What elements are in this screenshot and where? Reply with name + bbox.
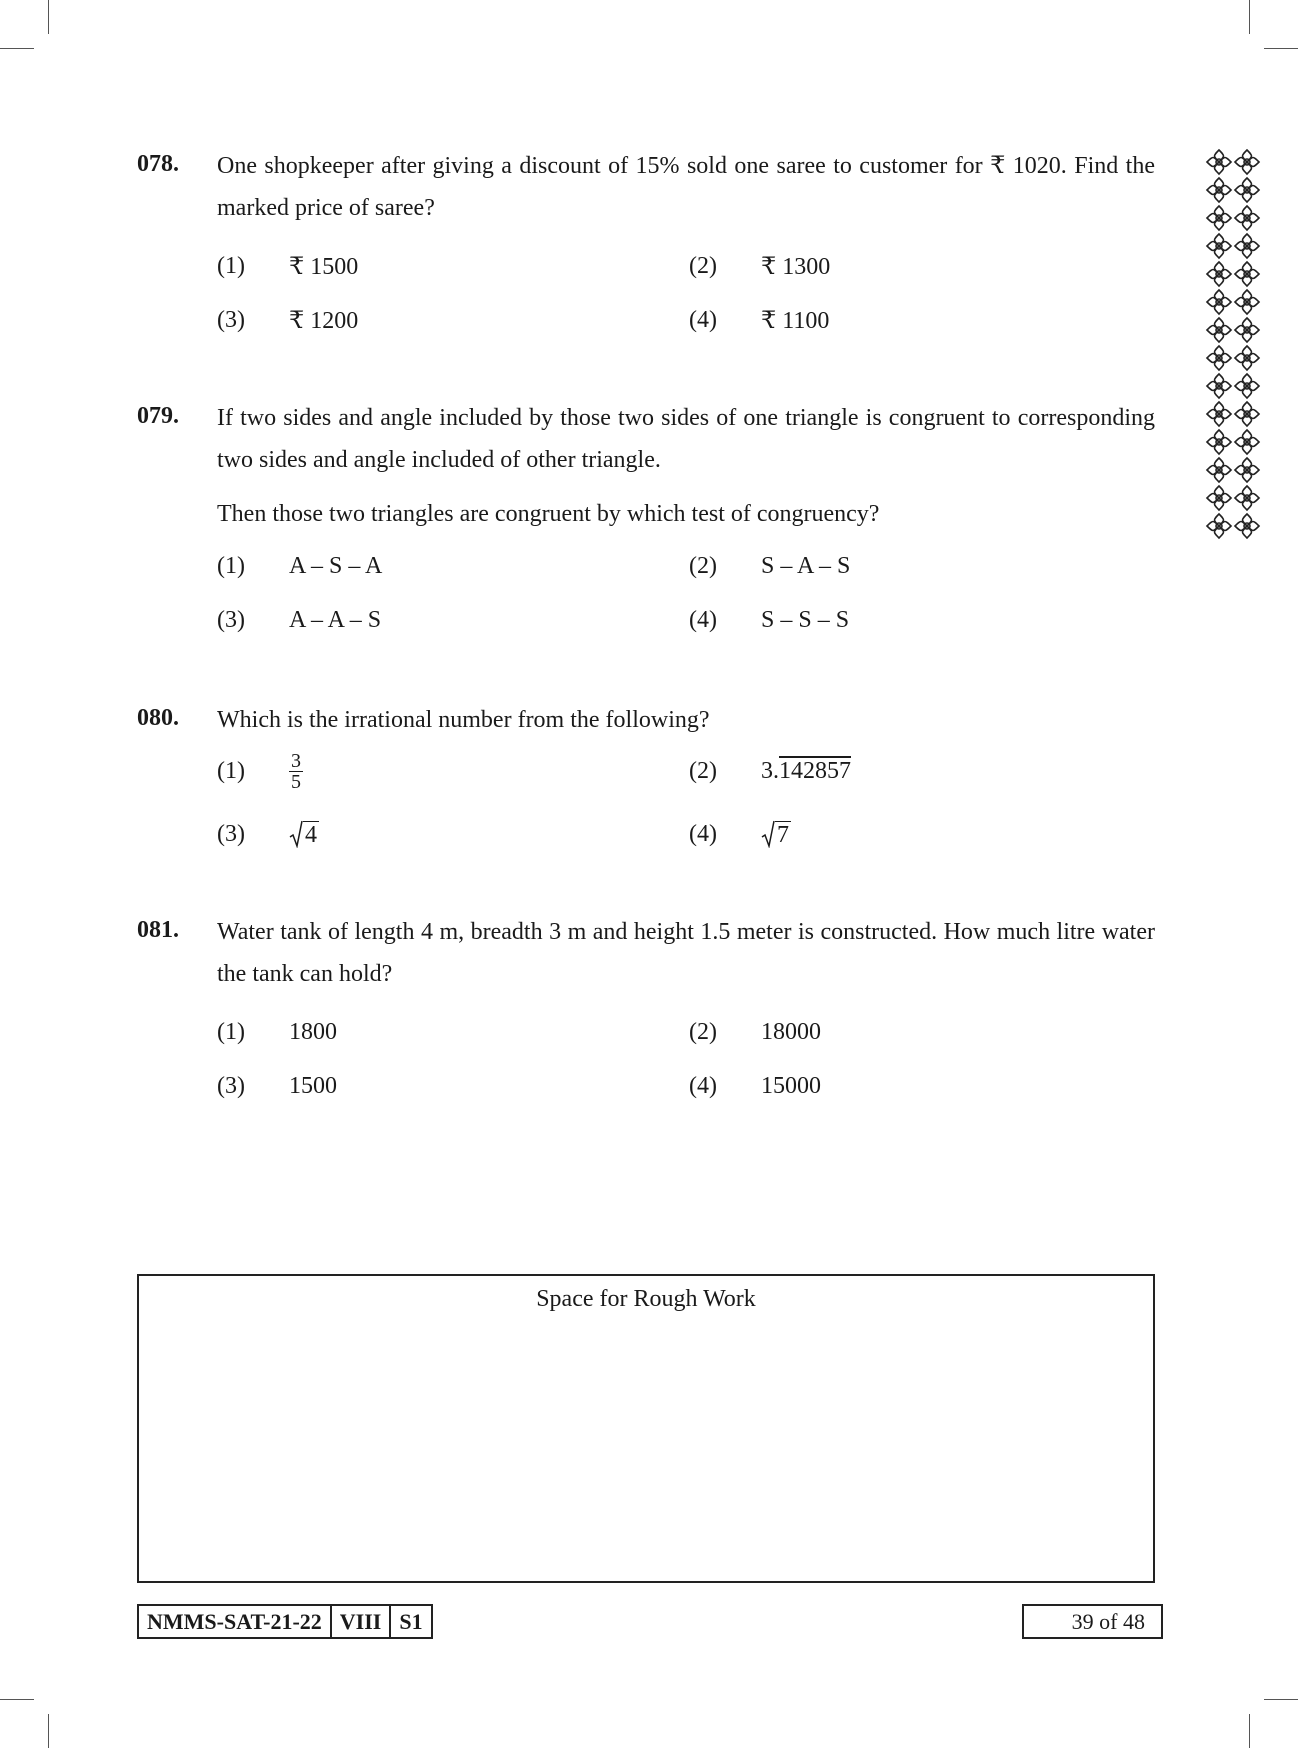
radical-sign-icon [761,820,775,848]
question-078 [137,145,1155,347]
option-2[interactable] [689,741,851,801]
option-value: ₹ 1500 [289,253,359,280]
question-subtext: Then those two triangles are congruent by which test of congruency? [217,501,880,527]
option-4[interactable] [689,593,849,647]
exam-code: NMMS-SAT-21-22 [139,1606,332,1637]
option-value: 18000 [761,1018,821,1045]
question-080 [137,699,1155,867]
option-value: ₹ 1200 [289,307,359,334]
option-3[interactable] [217,801,319,867]
question-079 [137,397,1155,647]
option-number: (3) [217,1072,245,1099]
question-text: If two sides and angle included by those two sides of one triangle is congruent to corresponding two sides and angle included of other triangle. [217,405,1155,473]
question-text: Water tank of length 4 m, breadth 3 m and height 1.5 meter is constructed. How much litre water the tank can hold? [217,919,1155,987]
question-number: 079. [137,403,179,429]
set-label: S1 [399,1609,423,1634]
radicand: 4 [305,822,317,848]
options [217,239,1155,347]
fraction-denominator: 5 [291,770,301,793]
option-number: (1) [217,552,245,579]
options [217,539,1155,647]
option-value: 15000 [761,1072,821,1099]
option-value: 1500 [289,1072,337,1099]
option-value: A – A – S [289,606,382,633]
option-number: (1) [217,1018,245,1045]
option-value: S – S – S [761,606,850,633]
option-number: (2) [689,552,717,579]
option-value: 1800 [289,1018,337,1045]
option-number: (4) [689,1072,717,1099]
question-081 [137,911,1155,1113]
option-value: A – S – A [289,552,383,579]
option-1[interactable] [217,1005,337,1059]
question-number: 078. [137,151,179,177]
option-4[interactable] [689,1059,821,1113]
question-number: 080. [137,705,179,731]
square-root [761,820,791,848]
option-value: ₹ 1100 [761,307,830,334]
option-3[interactable] [217,593,381,647]
option-number: (2) [689,757,717,784]
square-root [289,820,319,848]
option-value: S – A – S [761,552,851,579]
question-text: One shopkeeper after giving a discount of 15% sold one saree to customer for ₹ 1020. Find the marked price of saree? [217,153,1155,221]
question-number: 081. [137,917,179,943]
page-number: 39 of 48 [1071,1609,1145,1634]
option-number: (4) [689,606,717,633]
option-4[interactable] [689,801,791,867]
option-1[interactable] [217,239,358,293]
options [217,741,1155,867]
option-number: (1) [217,757,245,784]
radical-sign-icon [289,820,303,848]
option-3[interactable] [217,1059,337,1113]
option-2[interactable] [689,239,830,293]
footer-code-box [137,1604,433,1639]
question-text: Which is the irrational number from the following? [217,707,710,733]
options [217,1005,1155,1113]
fraction [289,751,303,792]
rough-work-box[interactable] [137,1274,1155,1583]
option-number: (4) [689,306,717,333]
crop-mark [0,48,34,49]
option-number: (2) [689,252,717,279]
option-number: (3) [217,820,245,847]
crop-mark [1264,48,1298,49]
option-number: (4) [689,820,717,847]
option-number: (2) [689,1018,717,1045]
decimal-prefix: 3. [761,757,779,784]
option-value [761,758,851,785]
option-3[interactable] [217,293,358,347]
fraction-numerator: 3 [291,749,301,772]
crop-mark [1264,1699,1298,1700]
crop-mark [0,1699,34,1700]
option-number: (1) [217,252,245,279]
rough-work-title: Space for Rough Work [536,1286,756,1312]
page-number-box [1022,1604,1163,1639]
crop-mark [1249,1714,1250,1748]
option-number: (3) [217,306,245,333]
radicand: 7 [777,822,789,848]
crop-mark [48,1714,49,1748]
option-2[interactable] [689,539,850,593]
repeating-digits: 142857 [779,757,851,784]
option-2[interactable] [689,1005,821,1059]
option-1[interactable] [217,741,303,801]
option-value: ₹ 1300 [761,253,831,280]
option-1[interactable] [217,539,382,593]
class-label: VIII [332,1606,392,1637]
crop-mark [1249,0,1250,34]
option-4[interactable] [689,293,829,347]
crop-mark [48,0,49,34]
option-number: (3) [217,606,245,633]
side-ornament-icon [1205,148,1261,540]
